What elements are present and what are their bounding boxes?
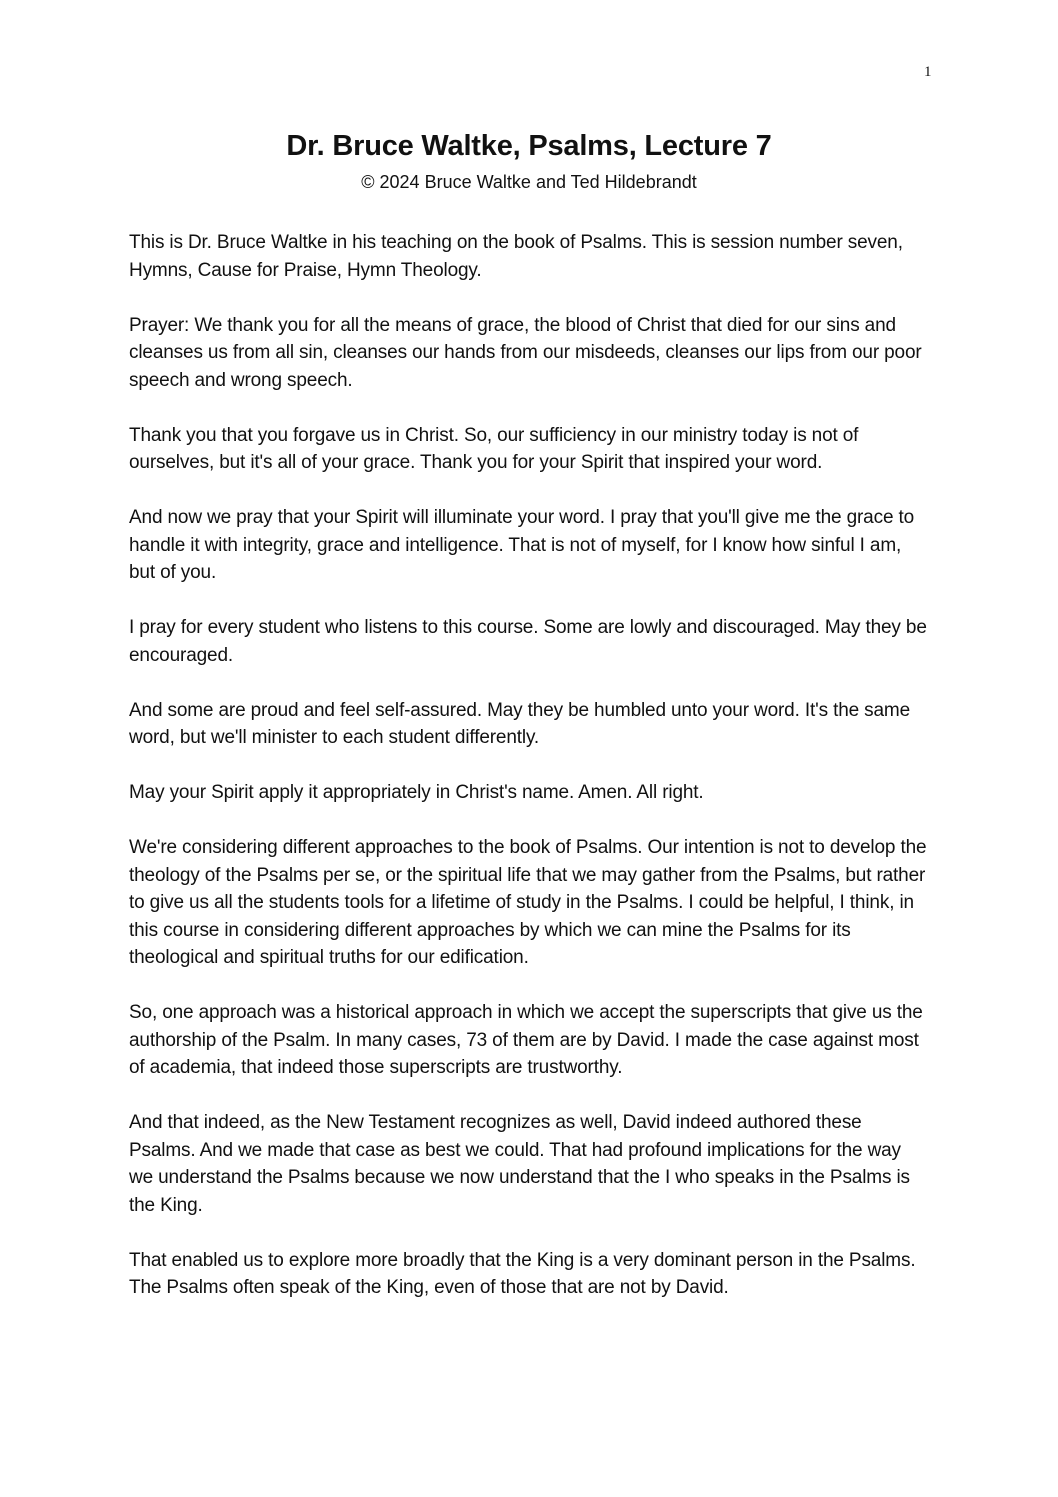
copyright-line: © 2024 Bruce Waltke and Ted Hildebrandt [361, 172, 697, 192]
document-body [129, 229, 929, 1329]
paragraph: I pray for every student who listens to this course. Some are lowly and discouraged. May they be encouraged. [129, 617, 927, 666]
paragraph: So, one approach was a historical approach in which we accept the superscripts that give us the authorship of the Psalm. In many cases, 73 of them are by David. I made the case against most of academia, that indeed those superscripts are trustworthy. [129, 1002, 923, 1078]
paragraph: And that indeed, as the New Testament recognizes as well, David indeed authored these Psalms. And we made that case as best we could. That had profound implications for the way we understand the Psalms because we now understand that the I who speaks in the Psalms is the King. [129, 1112, 910, 1216]
paragraph: That enabled us to explore more broadly that the King is a very dominant person in the Psalms. The Psalms often speak of the King, even of those that are not by David. [129, 1249, 916, 1298]
paragraph: And now we pray that your Spirit will illuminate your word. I pray that you'll give me the grace to handle it with integrity, grace and intelligence. That is not of myself, for I know how sinful I am, but of you. [129, 507, 915, 583]
paragraph-intro: This is Dr. Bruce Waltke in his teaching on the book of Psalms. This is session number seven, Hymns, Cause for Praise, Hymn Theology. [129, 232, 903, 281]
paragraph: May your Spirit apply it appropriately in Christ's name. Amen. All right. [129, 782, 704, 803]
document-title: Dr. Bruce Waltke, Psalms, Lecture 7 [286, 130, 772, 162]
paragraph-prayer: Prayer: We thank you for all the means of grace, the blood of Christ that died for our sins and cleanses us from all sin, cleanses our hands from our misdeeds, cleanses our lips from our poor speech and wrong speech. [129, 314, 922, 391]
paragraph: And some are proud and feel self-assured. May they be humbled unto your word. It's the same word, but we'll minister to each student differently. [129, 699, 911, 748]
paragraph: Thank you that you forgave us in Christ. So, our sufficiency in our ministry today is not of ourselves, but it's all of your grace. Thank you for your Spirit that inspired your word. [129, 424, 859, 473]
paragraph: We're considering different approaches to the book of Psalms. Our intention is not to develop the theology of the Psalms per se, or the spiritual life that we may gather from the Psalms, but rather to give us all the students tools for a lifetime of study in the Psalms. I could be helpful, I think, in this course in considering different approaches by which we can mine the Psalms for its theological and spiritual truths for our edification. [129, 837, 927, 968]
page-number: 1 [924, 64, 932, 80]
